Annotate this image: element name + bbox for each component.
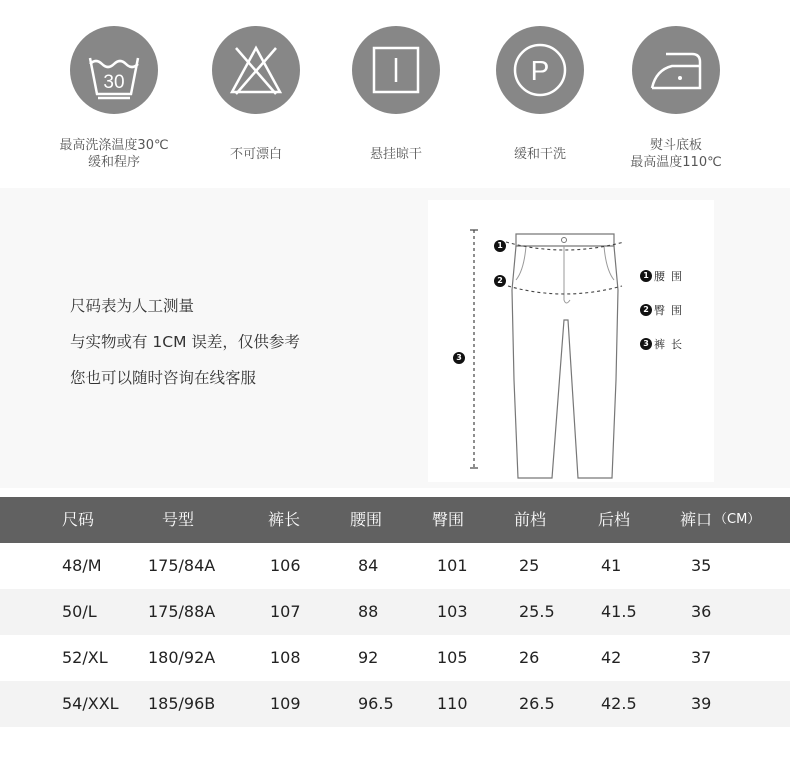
header-unit: （CM） [714,512,761,527]
hang-dry-icon [352,26,440,114]
care-item-wash [44,26,184,171]
size-table [0,497,790,727]
cell-length: 109 [270,694,301,713]
note-line-1: 尺码表为人工测量 [70,297,195,315]
marker-hip: 2 [494,275,506,287]
cell-model: 175/84A [148,556,216,575]
cell-hip: 101 [437,556,468,575]
header-front-rise: 前档 [514,510,547,529]
care-label-hang-dry: 悬挂晾干 [369,147,422,162]
header-waist: 腰围 [350,510,383,529]
cell-model: 175/88A [148,602,216,621]
care-item-hang-dry [326,26,466,163]
cell-waist: 88 [358,602,379,621]
note-line-3: 您也可以随时咨询在线客服 [70,369,257,387]
header-hip: 臀围 [432,510,465,529]
cell-leg-opening: 35 [691,556,712,575]
table-header [0,497,790,543]
care-label-iron: 熨斗底板 最高温度110℃ [630,138,722,170]
measurement-note [70,288,300,396]
cell-back-rise: 42.5 [601,694,637,713]
cell-back-rise: 42 [601,648,622,667]
cell-model: 180/92A [148,648,216,667]
wash-30-icon [70,26,158,114]
legend-hip: 2 臀围 [640,302,688,318]
cell-leg-opening: 39 [691,694,712,713]
cell-length: 108 [270,648,301,667]
cell-front-rise: 25 [519,556,540,575]
note-line-2: 与实物或有 1CM 误差，仅供参考 [70,333,300,351]
cell-size: 52/XL [62,648,108,667]
header-length: 裤长 [268,510,301,529]
care-item-dry-clean [470,26,610,163]
legend-length: 3 裤长 [640,336,688,352]
table-row [0,681,790,727]
marker-waist: 1 [494,240,506,252]
marker-length: 3 [453,352,465,364]
cell-hip: 105 [437,648,468,667]
dry-clean-p-icon [496,26,584,114]
measurement-section [0,188,790,488]
care-item-iron [606,26,746,171]
legend-waist: 1 腰围 [640,268,688,284]
table-row [0,589,790,635]
care-instructions [0,0,790,190]
cell-size: 48/M [62,556,102,575]
header-leg-opening: 裤口 [680,510,713,529]
cell-waist: 84 [358,556,379,575]
care-item-no-bleach [186,26,326,163]
header-size: 尺码 [62,510,95,529]
care-label-dry-clean: 缓和干洗 [513,147,566,162]
header-back-rise: 后档 [598,510,631,529]
care-label-no-bleach: 不可漂白 [229,147,282,162]
dry-clean-badge: P [530,55,550,86]
no-bleach-icon [212,26,300,114]
cell-model: 185/96B [148,694,216,713]
cell-hip: 110 [437,694,468,713]
cell-size: 54/XXL [62,694,119,713]
header-model: 号型 [162,510,195,529]
pants-diagram [428,200,714,482]
cell-front-rise: 25.5 [519,602,555,621]
table-row [0,635,790,681]
cell-front-rise: 26.5 [519,694,555,713]
iron-110-icon [632,26,720,114]
cell-waist: 92 [358,648,379,667]
cell-length: 107 [270,602,301,621]
care-label-wash: 最高洗涤温度30℃ 缓和程序 [59,138,169,170]
cell-front-rise: 26 [519,648,540,667]
cell-hip: 103 [437,602,468,621]
cell-leg-opening: 37 [691,648,712,667]
wash-temp-badge: 30 [103,72,125,93]
cell-waist: 96.5 [358,694,394,713]
cell-back-rise: 41.5 [601,602,637,621]
cell-back-rise: 41 [601,556,622,575]
table-row [0,543,790,589]
cell-leg-opening: 36 [691,602,712,621]
cell-size: 50/L [62,602,97,621]
cell-length: 106 [270,556,301,575]
